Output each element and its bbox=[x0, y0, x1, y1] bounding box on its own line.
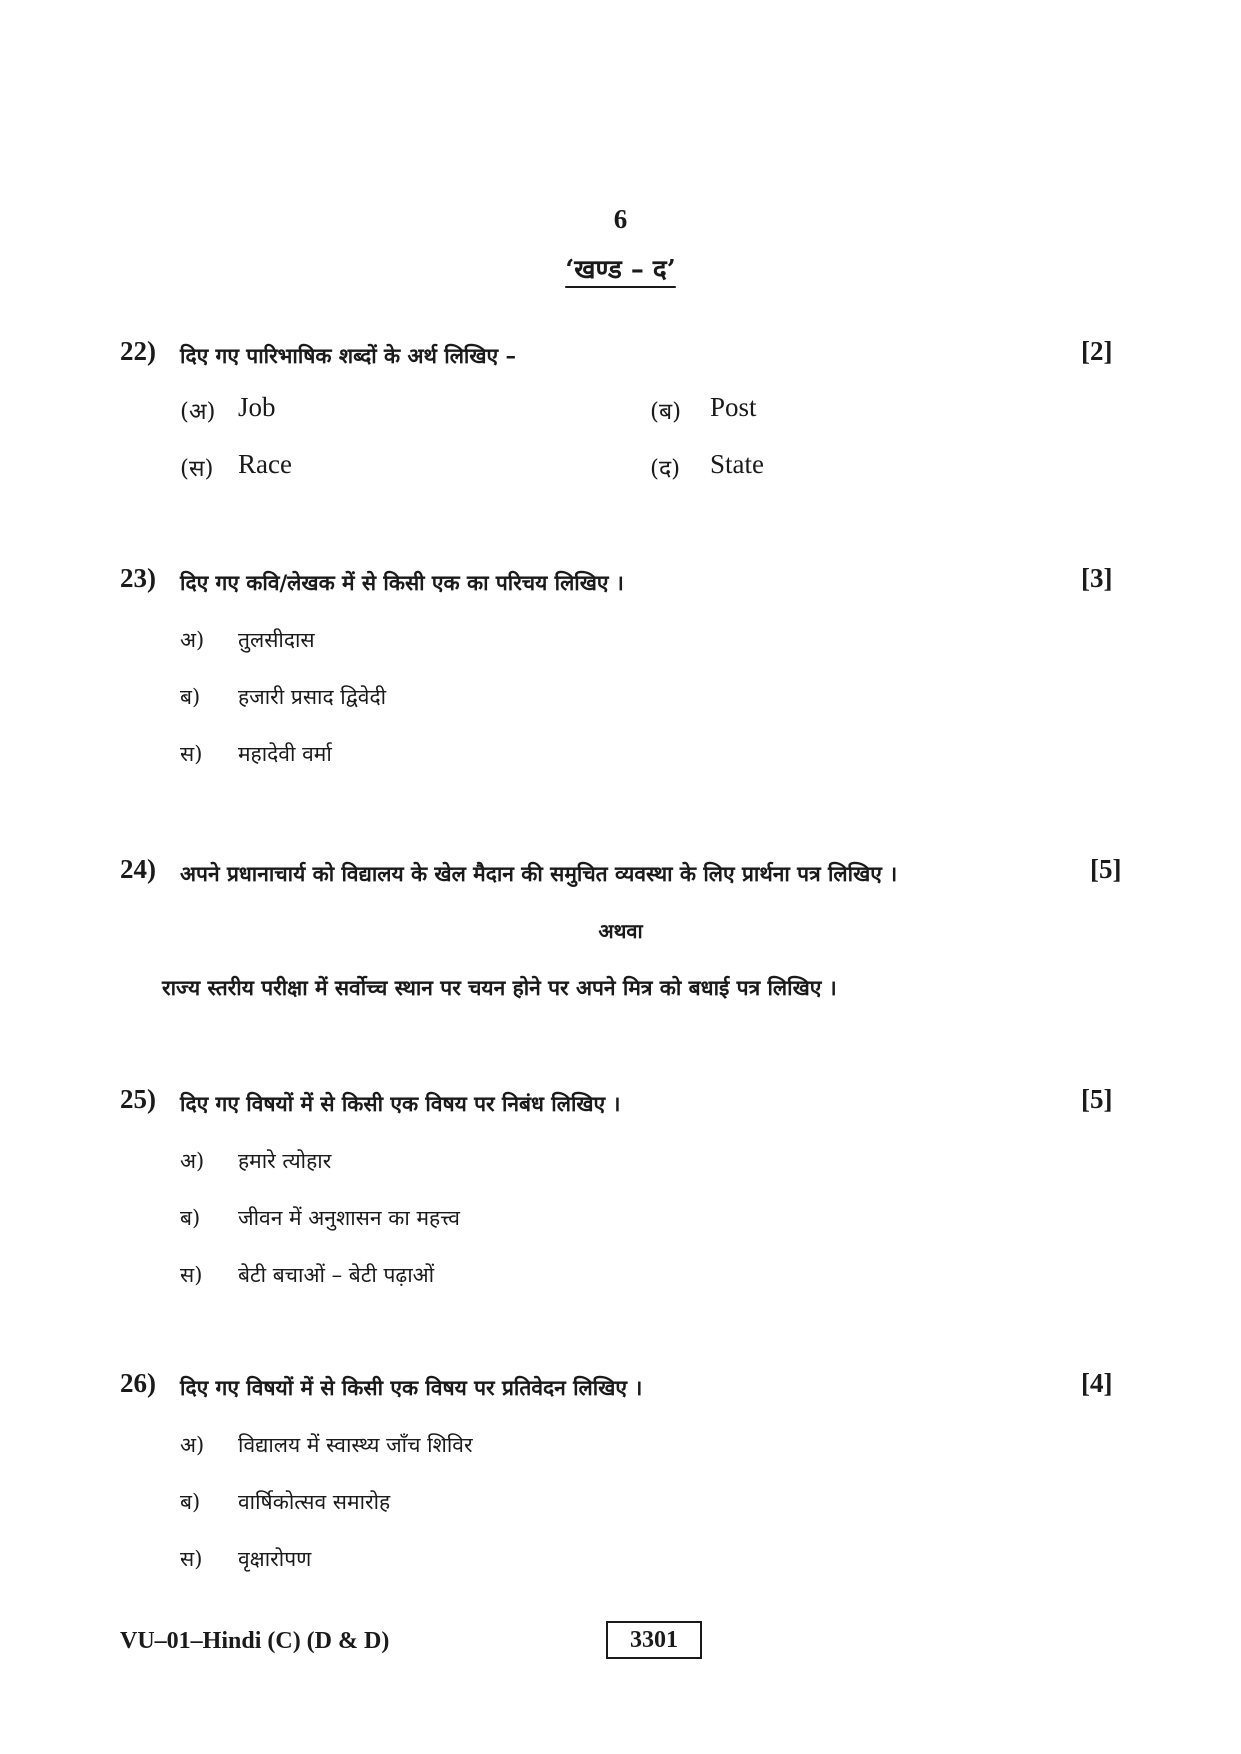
option-label: ब) bbox=[180, 1490, 201, 1514]
option-text: वृक्षारोपण bbox=[238, 1547, 312, 1571]
option-text: वार्षिकोत्सव समारोह bbox=[238, 1490, 391, 1514]
alternative-question-text: राज्य स्तरीय परीक्षा में सर्वोच्च स्थान पर चयन होने पर अपने मित्र को बधाई पत्र लिखिए । bbox=[162, 975, 837, 1000]
question-number: 26) bbox=[120, 1368, 156, 1398]
option-label: अ) bbox=[180, 628, 205, 652]
option-label: (अ) bbox=[180, 399, 216, 425]
option-label: अ) bbox=[180, 1433, 205, 1457]
option-text: हमारे त्योहार bbox=[238, 1149, 332, 1173]
question-text: दिए गए विषयों में से किसी एक विषय पर प्रतिवेदन लिखिए । bbox=[180, 1375, 643, 1400]
option-label: (ब) bbox=[650, 399, 682, 425]
page-number: 6 bbox=[613, 204, 628, 234]
paper-code: VU–01–Hindi (C) (D & D) bbox=[120, 1628, 390, 1654]
option-label: स) bbox=[180, 1263, 203, 1287]
marks: [3] bbox=[1081, 563, 1113, 593]
or-separator: अथवा bbox=[598, 919, 643, 943]
option-label: (द) bbox=[650, 456, 681, 482]
page-code-box: 3301 bbox=[606, 1621, 702, 1659]
option-label: अ) bbox=[180, 1149, 205, 1173]
option-text: विद्यालय में स्वास्थ्य जाँच शिविर bbox=[238, 1433, 473, 1457]
marks: [4] bbox=[1081, 1368, 1113, 1398]
option-text: जीवन में अनुशासन का महत्त्व bbox=[238, 1206, 460, 1230]
question-text: दिए गए विषयों में से किसी एक विषय पर निबंध लिखिए । bbox=[180, 1091, 621, 1116]
option-text: State bbox=[710, 449, 764, 479]
question-text: दिए गए पारिभाषिक शब्दों के अर्थ लिखिए – bbox=[180, 343, 516, 368]
option-label: ब) bbox=[180, 685, 201, 709]
option-text: हजारी प्रसाद द्विवेदी bbox=[238, 685, 387, 709]
marks: [5] bbox=[1090, 854, 1122, 884]
question-text: दिए गए कवि/लेखक में से किसी एक का परिचय लिखिए । bbox=[180, 570, 624, 595]
option-label: स) bbox=[180, 742, 203, 766]
option-text: Job bbox=[238, 392, 276, 422]
option-text: बेटी बचाओं – बेटी पढ़ाओं bbox=[238, 1263, 435, 1287]
question-number: 22) bbox=[120, 336, 156, 366]
question-number: 25) bbox=[120, 1084, 156, 1114]
question-number: 23) bbox=[120, 563, 156, 593]
marks: [5] bbox=[1081, 1084, 1113, 1114]
option-label: स) bbox=[180, 1547, 203, 1571]
option-text: Post bbox=[710, 392, 757, 422]
option-text: Race bbox=[238, 449, 292, 479]
option-text: महादेवी वर्मा bbox=[238, 742, 332, 766]
question-text: अपने प्रधानाचार्य को विद्यालय के खेल मैदान की समुचित व्यवस्था के लिए प्रार्थना पत्र लिखिए । bbox=[180, 861, 898, 886]
section-title: ‘खण्ड – द’ bbox=[565, 255, 676, 285]
option-label: ब) bbox=[180, 1206, 201, 1230]
question-number: 24) bbox=[120, 854, 156, 884]
marks: [2] bbox=[1081, 336, 1113, 366]
option-label: (स) bbox=[180, 456, 214, 482]
option-text: तुलसीदास bbox=[238, 628, 315, 652]
